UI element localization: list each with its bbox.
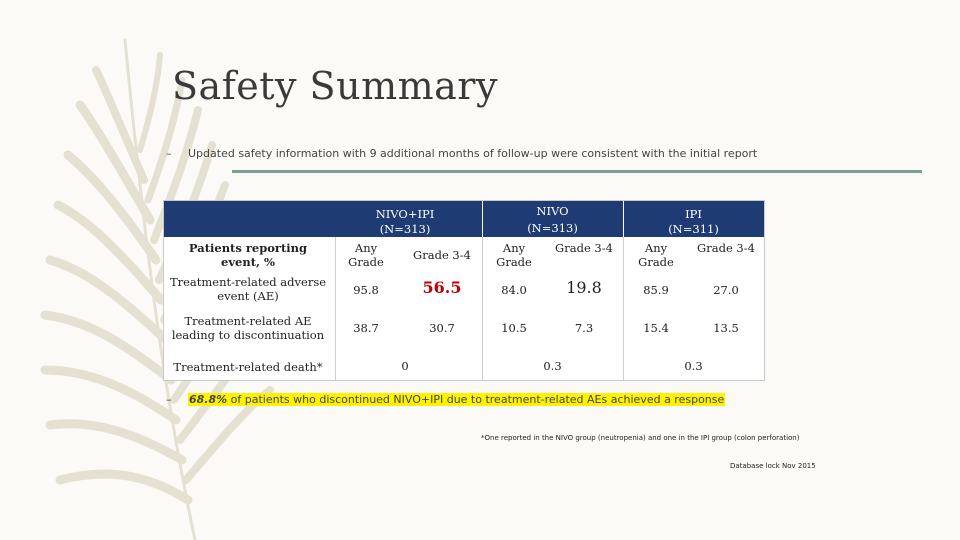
value-nivo-ipi-any: 95.8	[353, 283, 379, 297]
response-percentage: 68.8%	[189, 393, 228, 406]
group-n: (N=313)	[527, 221, 578, 235]
subheader-any-grade: Any Grade	[348, 241, 384, 269]
row-label-death: Treatment-related death*	[173, 360, 323, 374]
row-label-trae: Treatment-related adverse event (AE)	[169, 275, 327, 303]
subheader-any-grade: Any Grade	[496, 241, 532, 269]
value-nivo-ipi-death: 0	[401, 359, 409, 373]
row-label-discontinuation: Treatment-related AE leading to discontinuation	[171, 314, 325, 342]
value-nivo-ipi-any: 38.7	[353, 321, 379, 335]
group-header-nivo-ipi	[335, 207, 475, 237]
value-nivo-death: 0.3	[543, 359, 562, 373]
group-header-nivo	[482, 204, 623, 236]
group-header-ipi	[623, 207, 764, 237]
bullet-text-followup: Updated safety information with 9 additional months of follow-up were consistent with the initial report	[188, 147, 758, 160]
group-name: IPI	[685, 207, 702, 221]
title-rule	[232, 170, 922, 173]
footnote-database-lock: Database lock Nov 2015	[730, 462, 816, 470]
value-ipi-any: 85.9	[643, 283, 669, 297]
subheader-grade-3-4: Grade 3-4	[555, 241, 613, 255]
group-n: (N=311)	[668, 222, 719, 236]
value-nivo-any: 10.5	[501, 321, 527, 335]
group-n: (N=313)	[379, 222, 431, 236]
value-ipi-grade34: 13.5	[713, 321, 739, 335]
group-name: NIVO+IPI	[375, 207, 435, 221]
footnote-death: *One reported in the NIVO group (neutropenia) and one in the IPI group (colon perforation)	[481, 434, 800, 442]
value-ipi-any: 15.4	[643, 321, 669, 335]
subheader-grade-3-4: Grade 3-4	[413, 248, 471, 262]
page-title: Safety Summary	[172, 64, 498, 108]
value-nivo-any: 84.0	[501, 283, 527, 297]
value-ipi-death: 0.3	[684, 359, 703, 373]
subheader-grade-3-4: Grade 3-4	[697, 241, 755, 255]
bullet-dash: –	[166, 147, 172, 160]
safety-table	[163, 200, 765, 381]
highlighted-statement	[188, 393, 725, 406]
bullet-dash: –	[166, 393, 172, 406]
value-nivo-ipi-grade34: 56.5	[422, 278, 462, 297]
subheader-any-grade: Any Grade	[638, 241, 674, 269]
value-nivo-grade34: 19.8	[566, 278, 602, 297]
response-text: of patients who discontinued NIVO+IPI due to treatment-related AEs achieved a response	[227, 393, 725, 406]
value-nivo-grade34: 7.3	[574, 321, 594, 335]
group-name: NIVO	[536, 204, 569, 218]
value-ipi-grade34: 27.0	[713, 283, 739, 297]
row-header-label: Patients reporting event, %	[188, 241, 308, 269]
value-nivo-ipi-grade34: 30.7	[429, 321, 455, 335]
